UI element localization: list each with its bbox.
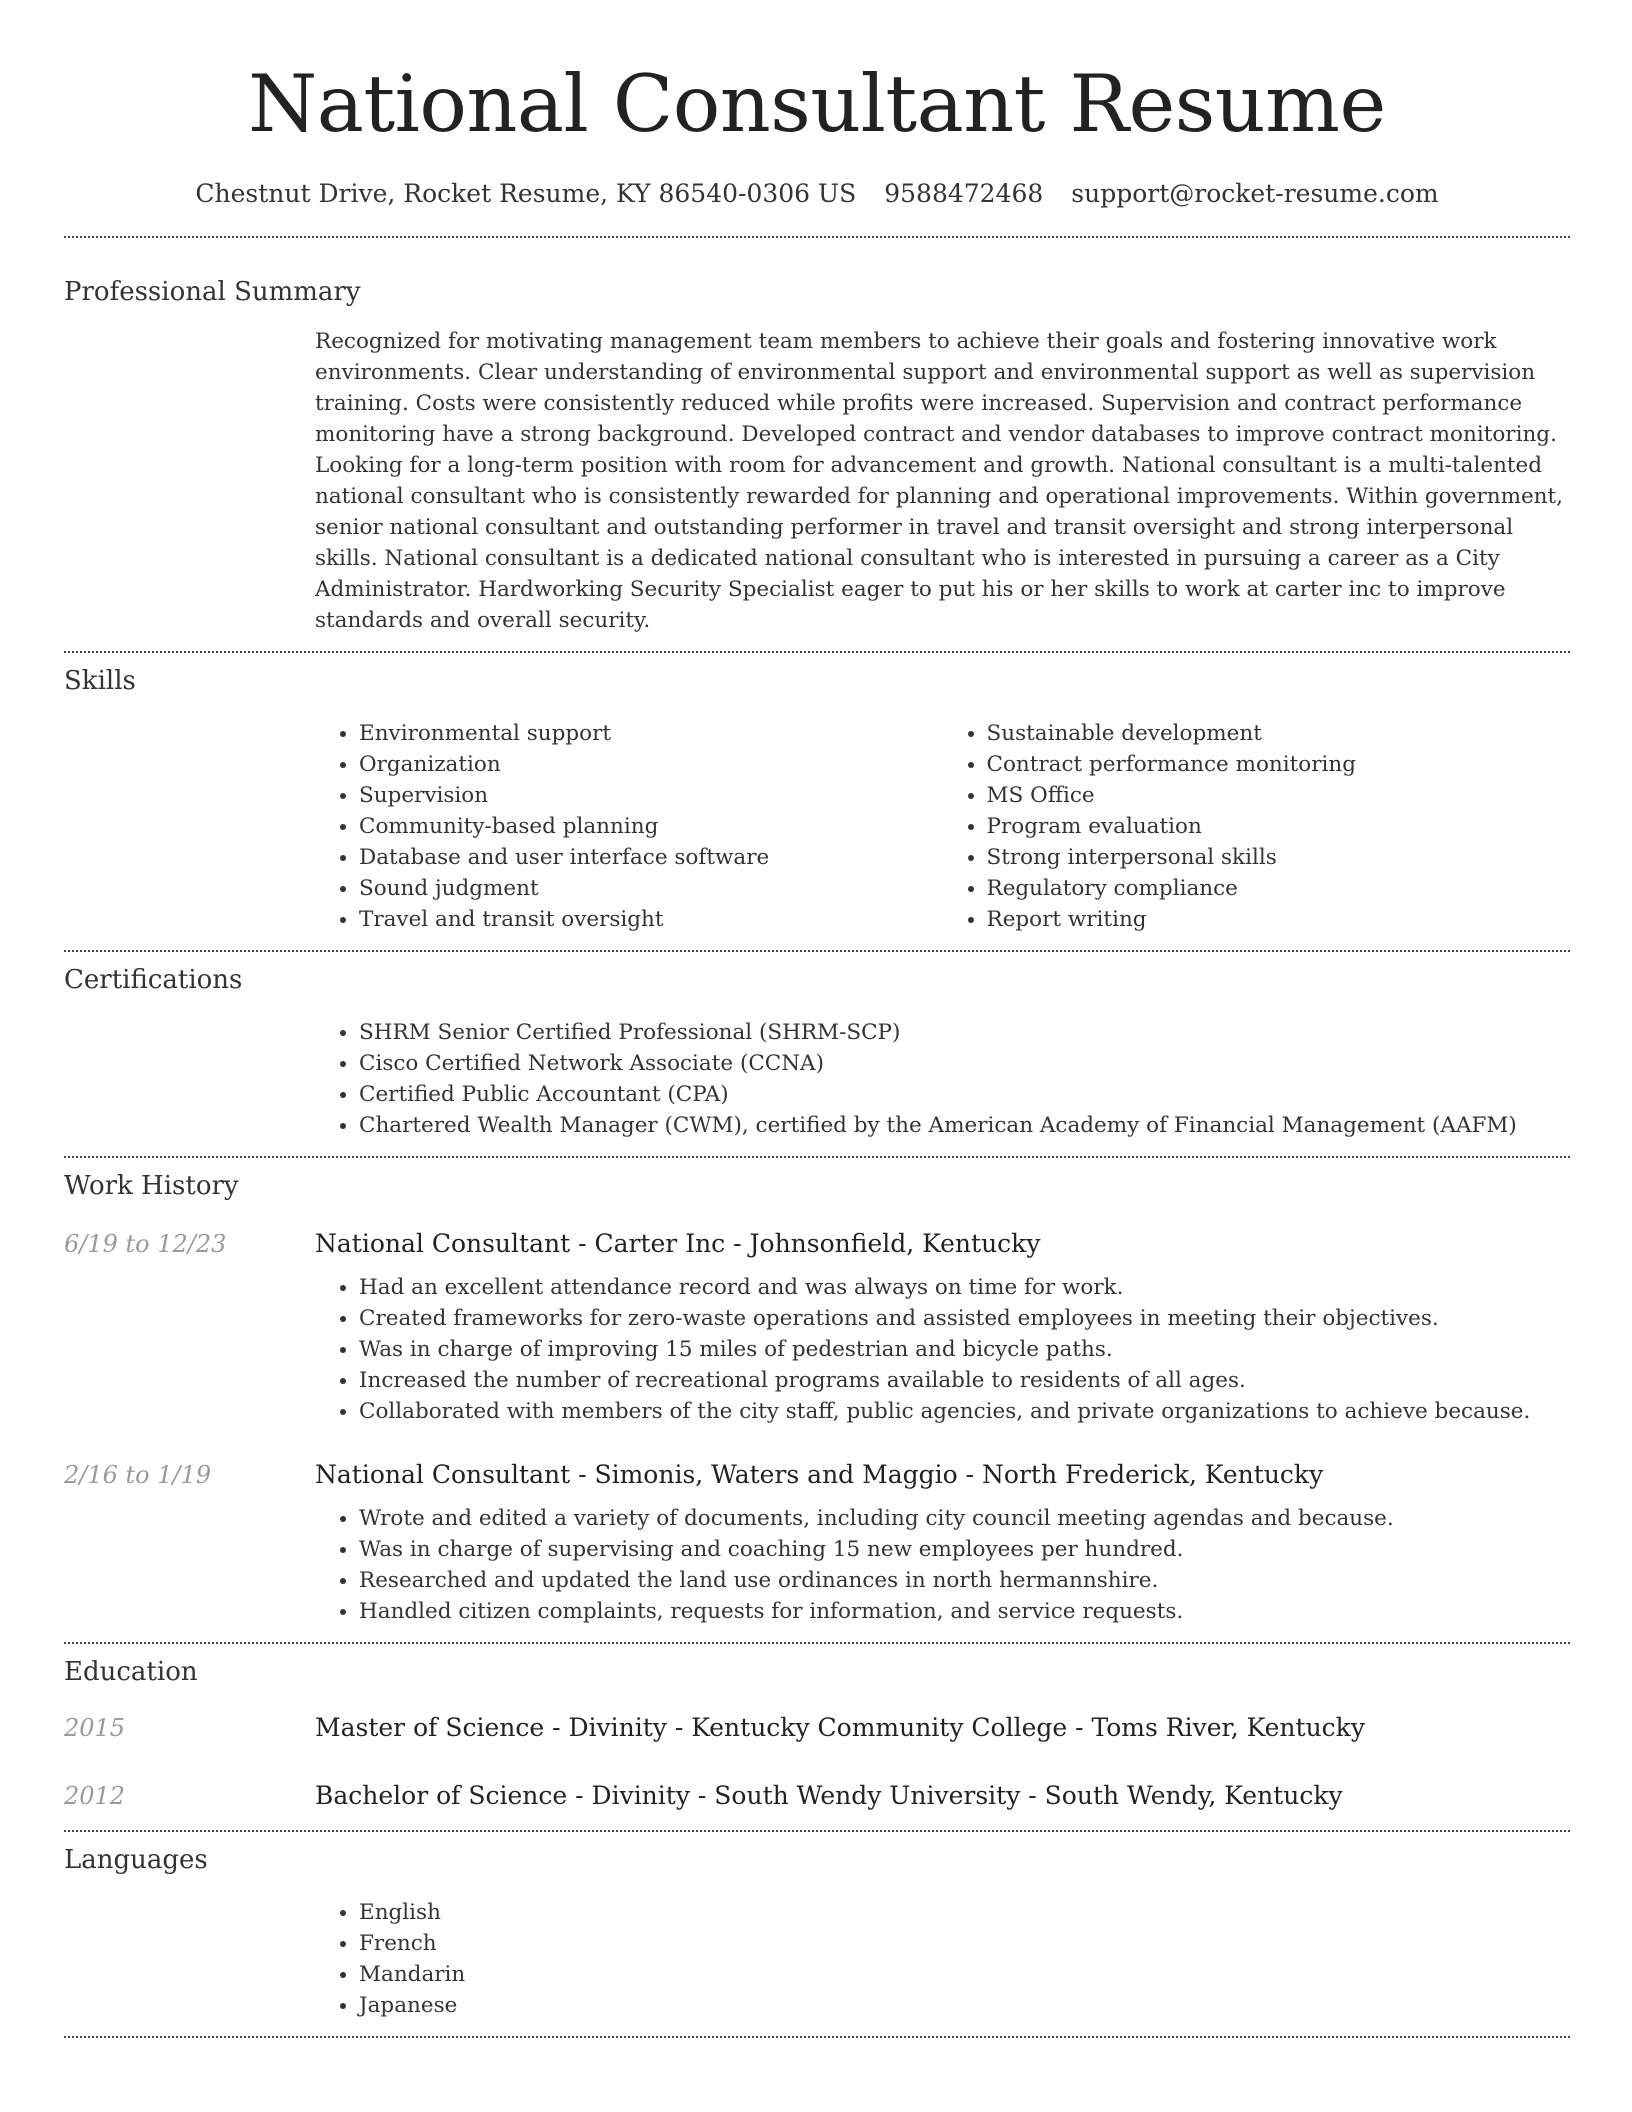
section-divider bbox=[64, 1156, 1570, 1158]
job-title: National Consultant - Carter Inc - Johnsonfield, Kentucky bbox=[315, 1229, 1041, 1258]
job-bullet: • Wrote and edited a variety of documents, including city council meeting agendas and because. bbox=[359, 1503, 1570, 1534]
skills-heading: Skills bbox=[64, 666, 136, 696]
skill-item: • Environmental support bbox=[359, 718, 943, 749]
section-divider bbox=[64, 950, 1570, 952]
job-entry bbox=[64, 1226, 1570, 1427]
skill-item: • Sound judgment bbox=[359, 873, 943, 904]
skill-item: • Contract performance monitoring bbox=[987, 749, 1571, 780]
skill-item: • Travel and transit oversight bbox=[359, 904, 943, 935]
job-bullet: • Increased the number of recreational programs available to residents of all ages. bbox=[359, 1365, 1570, 1396]
skills-section bbox=[64, 663, 1570, 935]
skill-item: • MS Office bbox=[987, 780, 1571, 811]
certifications-section bbox=[64, 962, 1570, 1141]
skills-list-right bbox=[943, 718, 1571, 935]
certification-item: • Cisco Certified Network Associate (CCNA) bbox=[359, 1048, 1570, 1079]
job-bullet: • Collaborated with members of the city staff, public agencies, and private organizations to achieve because. bbox=[359, 1396, 1570, 1427]
education-entry bbox=[64, 1778, 1570, 1814]
skill-item: • Report writing bbox=[987, 904, 1571, 935]
summary-section bbox=[64, 274, 1570, 636]
skill-item: • Program evaluation bbox=[987, 811, 1571, 842]
skills-list-left bbox=[315, 718, 943, 935]
language-item: • Japanese bbox=[359, 1990, 1570, 2021]
job-bullet: • Created frameworks for zero-waste operations and assisted employees in meeting their objectives. bbox=[359, 1303, 1570, 1334]
education-heading: Education bbox=[64, 1657, 198, 1687]
work-history-section bbox=[64, 1168, 1570, 1627]
skill-item: • Supervision bbox=[359, 780, 943, 811]
language-item: • French bbox=[359, 1928, 1570, 1959]
job-dates: 6/19 to 12/23 bbox=[64, 1230, 227, 1258]
job-entry bbox=[64, 1457, 1570, 1627]
section-divider bbox=[64, 2036, 1570, 2038]
education-section bbox=[64, 1654, 1570, 1814]
skill-item: • Database and user interface software bbox=[359, 842, 943, 873]
job-bullets bbox=[315, 1272, 1570, 1427]
education-entry bbox=[64, 1710, 1570, 1746]
language-item: • Mandarin bbox=[359, 1959, 1570, 1990]
skill-item: • Community-based planning bbox=[359, 811, 943, 842]
contact-phone: 9588472468 bbox=[884, 179, 1044, 208]
job-bullet: • Was in charge of supervising and coaching 15 new employees per hundred. bbox=[359, 1534, 1570, 1565]
education-year: 2012 bbox=[64, 1782, 126, 1810]
skill-item: • Sustainable development bbox=[987, 718, 1571, 749]
contact-address: Chestnut Drive, Rocket Resume, KY 86540-0306 US bbox=[195, 179, 857, 208]
certification-item: • SHRM Senior Certified Professional (SHRM-SCP) bbox=[359, 1017, 1570, 1048]
resume-page bbox=[64, 0, 1570, 2038]
languages-section bbox=[64, 1842, 1570, 2021]
section-divider bbox=[64, 651, 1570, 653]
contact-email: support@rocket-resume.com bbox=[1071, 179, 1439, 208]
skill-item: • Regulatory compliance bbox=[987, 873, 1571, 904]
job-bullet: • Had an excellent attendance record and was always on time for work. bbox=[359, 1272, 1570, 1303]
summary-text: Recognized for motivating management team members to achieve their goals and fostering innovative work environments. Clear understanding of environmental support and environmental support as well as supervision training. Costs were consistently reduced while profits were increased. Supervision and contract performance monitoring have a strong background. Developed contract and vendor databases to improve contract monitoring. Looking for a long-term position with room for advancement and growth. National consultant is a multi-talented national consultant who is consistently rewarded for planning and operational improvements. Within government, senior national consultant and outstanding performer in travel and transit oversight and strong interpersonal skills. National consultant is a dedicated national consultant who is interested in pursuing a career as a City Administrator. Hardworking Security Specialist eager to put his or her skills to work at carter inc to improve standards and overall security. bbox=[315, 329, 1564, 633]
education-degree: Master of Science - Divinity - Kentucky Community College - Toms River, Kentucky bbox=[315, 1713, 1365, 1742]
job-bullet: • Was in charge of improving 15 miles of pedestrian and bicycle paths. bbox=[359, 1334, 1570, 1365]
certification-item: • Chartered Wealth Manager (CWM), certified by the American Academy of Financial Management (AAFM) bbox=[359, 1110, 1570, 1141]
job-title: National Consultant - Simonis, Waters and Maggio - North Frederick, Kentucky bbox=[315, 1460, 1324, 1489]
job-dates: 2/16 to 1/19 bbox=[64, 1461, 212, 1489]
header-divider bbox=[64, 236, 1570, 238]
section-divider bbox=[64, 1830, 1570, 1832]
certification-item: • Certified Public Accountant (CPA) bbox=[359, 1079, 1570, 1110]
section-divider bbox=[64, 1642, 1570, 1644]
languages-list bbox=[315, 1897, 1570, 2021]
job-bullets bbox=[315, 1503, 1570, 1627]
education-degree: Bachelor of Science - Divinity - South Wendy University - South Wendy, Kentucky bbox=[315, 1781, 1343, 1810]
skill-item: • Organization bbox=[359, 749, 943, 780]
resume-title: National Consultant Resume bbox=[248, 58, 1386, 150]
job-bullet: • Researched and updated the land use ordinances in north hermannshire. bbox=[359, 1565, 1570, 1596]
certifications-heading: Certifications bbox=[64, 965, 243, 995]
languages-heading: Languages bbox=[64, 1845, 208, 1875]
job-bullet: • Handled citizen complaints, requests for information, and service requests. bbox=[359, 1596, 1570, 1627]
summary-heading: Professional Summary bbox=[64, 277, 361, 307]
skill-item: • Strong interpersonal skills bbox=[987, 842, 1571, 873]
contact-line bbox=[64, 174, 1570, 214]
work-history-heading: Work History bbox=[64, 1171, 239, 1201]
education-year: 2015 bbox=[64, 1714, 126, 1742]
certifications-list bbox=[315, 1017, 1570, 1141]
language-item: • English bbox=[359, 1897, 1570, 1928]
